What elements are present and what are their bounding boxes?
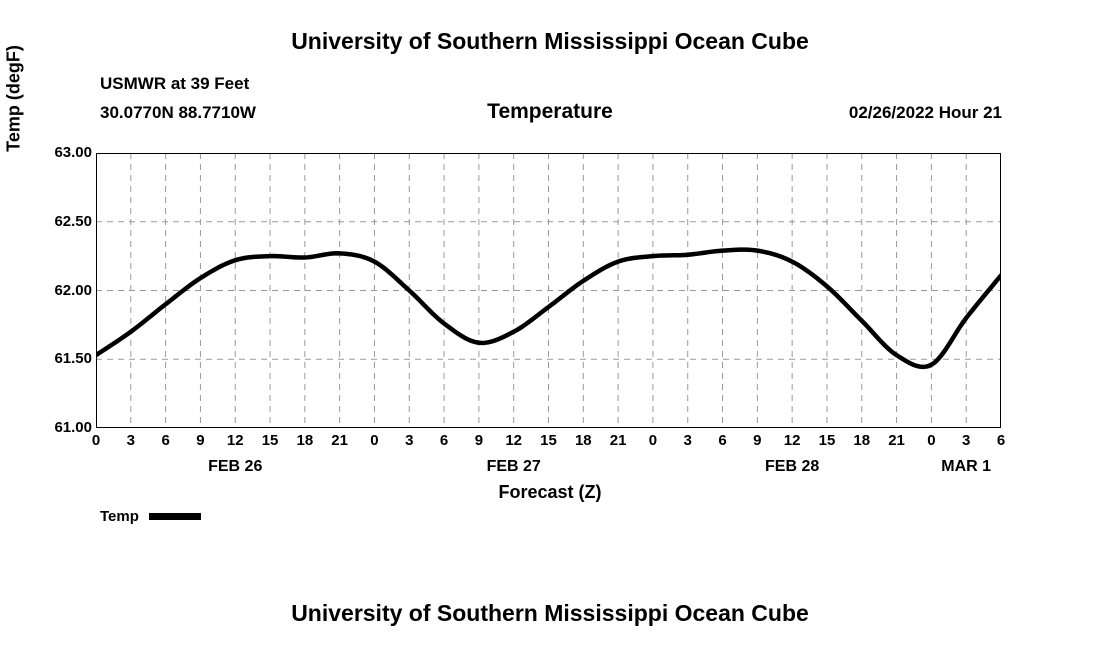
x-tick-label: 9 bbox=[196, 432, 205, 449]
x-tick-label: 0 bbox=[370, 432, 379, 449]
x-tick-label: 3 bbox=[405, 432, 414, 449]
x-tick-label: 3 bbox=[126, 432, 135, 449]
x-tick-label: 15 bbox=[540, 432, 557, 449]
y-tick-label: 61.50 bbox=[54, 350, 92, 368]
x-tick-label: 21 bbox=[331, 432, 348, 449]
x-tick-label: 9 bbox=[753, 432, 762, 449]
x-tick-label: 0 bbox=[91, 432, 101, 449]
vertical-gridlines bbox=[131, 153, 966, 428]
y-tick-label: 62.50 bbox=[54, 212, 92, 230]
x-axis-day-label: FEB 28 bbox=[765, 458, 820, 475]
x-tick-label: 0 bbox=[927, 432, 936, 449]
legend-label-temp: Temp bbox=[100, 508, 139, 525]
x-tick-label: 3 bbox=[962, 432, 971, 449]
y-axis-title: Temp (degF) bbox=[3, 45, 24, 152]
x-tick-label: 12 bbox=[783, 432, 801, 449]
x-tick-label: 6 bbox=[718, 432, 727, 449]
temperature-line-chart bbox=[96, 153, 1001, 428]
x-tick-label: 0 bbox=[648, 432, 658, 449]
x-tick-label: 12 bbox=[505, 432, 523, 449]
x-tick-label: 21 bbox=[888, 432, 905, 449]
x-axis-day-label: FEB 26 bbox=[208, 458, 263, 475]
x-tick-label: 6 bbox=[439, 432, 449, 449]
x-axis-title: Forecast (Z) bbox=[498, 482, 602, 502]
coordinates-label: 30.0770N 88.7710W bbox=[100, 103, 256, 122]
station-label: USMWR at 39 Feet bbox=[100, 74, 250, 93]
y-tick-label: 63.00 bbox=[54, 144, 92, 161]
page-title-top: University of Southern Mississippi Ocean Cube bbox=[291, 28, 809, 54]
x-tick-label: 12 bbox=[226, 432, 244, 449]
page-title-bottom: University of Southern Mississippi Ocean Cube bbox=[291, 600, 809, 626]
x-tick-label: 18 bbox=[574, 432, 592, 449]
y-tick-label: 62.00 bbox=[54, 281, 92, 299]
y-tick-label: 61.00 bbox=[54, 419, 92, 436]
x-axis-day-label: FEB 27 bbox=[486, 458, 541, 475]
x-tick-label: 18 bbox=[296, 432, 314, 449]
x-tick-label: 15 bbox=[261, 432, 279, 449]
x-tick-label: 9 bbox=[474, 432, 484, 449]
x-tick-label: 21 bbox=[609, 432, 627, 449]
legend-swatch-temp bbox=[149, 513, 201, 520]
chart-legend bbox=[100, 508, 201, 525]
x-axis-day-label: MAR 1 bbox=[941, 458, 992, 475]
x-tick-label: 18 bbox=[853, 432, 871, 449]
x-tick-label: 3 bbox=[683, 432, 692, 449]
chart-plot-area bbox=[96, 153, 1001, 428]
chart-subtitle: Temperature bbox=[487, 100, 613, 123]
x-tick-label: 6 bbox=[161, 432, 170, 449]
timestamp-label: 02/26/2022 Hour 21 bbox=[848, 103, 1002, 122]
x-tick-label: 6 bbox=[996, 432, 1006, 449]
x-tick-label: 15 bbox=[818, 432, 836, 449]
